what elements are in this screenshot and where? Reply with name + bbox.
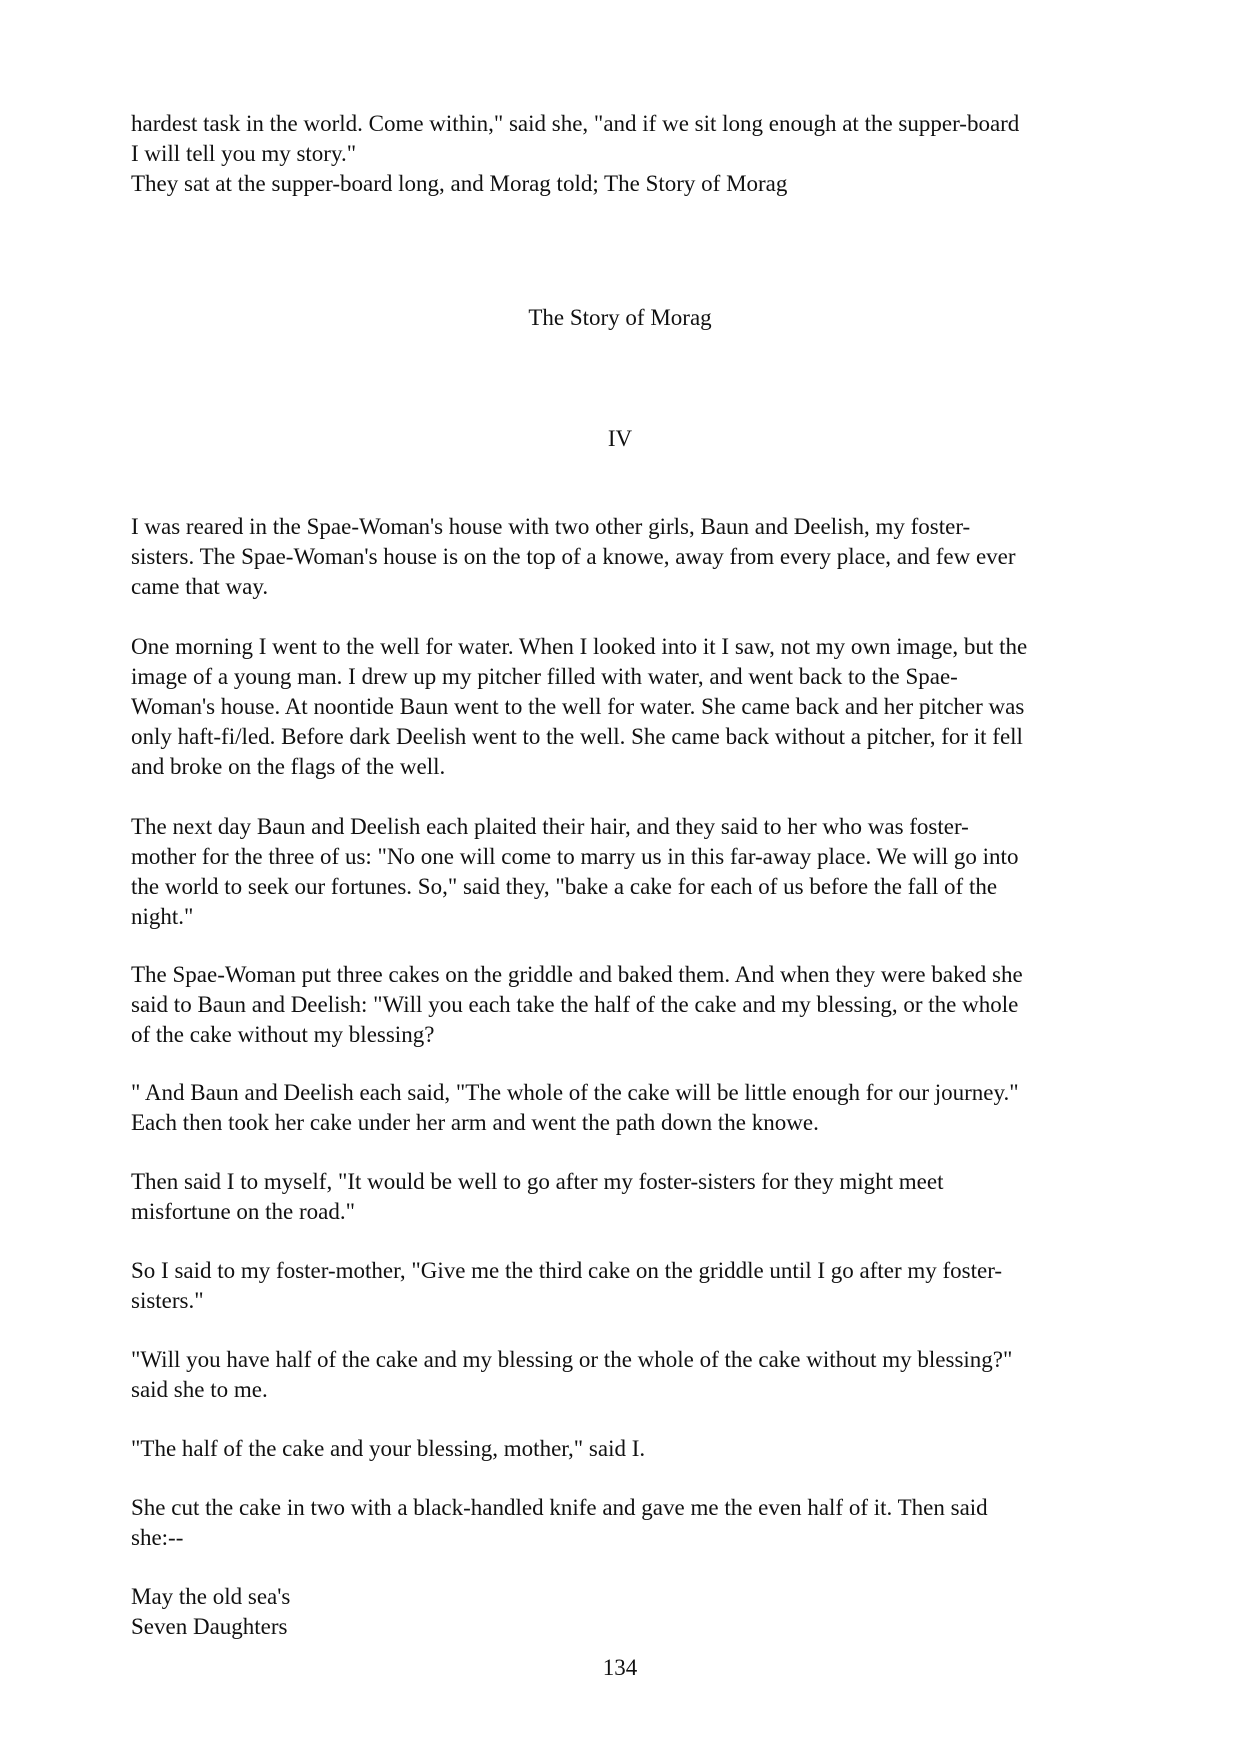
paragraph-3 <box>131 812 1121 932</box>
text-line: sisters." <box>131 1288 204 1313</box>
text-line: They sat at the supper-board long, and Morag told; The Story of Morag <box>131 171 788 196</box>
paragraph-10 <box>131 1493 1121 1553</box>
text-line: "Will you have half of the cake and my blessing or the whole of the cake without my blessing?" <box>131 1347 1013 1372</box>
text-line: night." <box>131 904 194 929</box>
text-line: I will tell you my story." <box>131 141 357 166</box>
text-line: the world to seek our fortunes. So," said they, "bake a cake for each of us before the fall of the <box>131 874 998 899</box>
paragraph-9 <box>131 1434 1121 1464</box>
paragraph-5 <box>131 1078 1121 1138</box>
text-line: hardest task in the world. Come within," said she, "and if we sit long enough at the supper-board <box>131 111 1020 136</box>
text-line: came that way. <box>131 574 269 599</box>
text-line: of the cake without my blessing? <box>131 1022 435 1047</box>
text-line: Seven Daughters <box>131 1614 288 1639</box>
paragraph-2 <box>131 632 1121 782</box>
page-number: 134 <box>602 1655 638 1680</box>
section-title: The Story of Morag <box>528 305 712 330</box>
text-line: mother for the three of us: "No one will come to marry us in this far-away place. We will go into <box>131 844 1019 869</box>
paragraph-1 <box>131 512 1121 602</box>
text-line: One morning I went to the well for water. When I looked into it I saw, not my own image, but the <box>131 634 1028 659</box>
paragraph-6 <box>131 1167 1121 1227</box>
text-line: only haft-fi/led. Before dark Deelish went to the well. She came back without a pitcher, for it fell <box>131 724 1023 749</box>
text-line: May the old sea's <box>131 1584 291 1609</box>
text-line: and broke on the flags of the well. <box>131 754 446 779</box>
text-line: "The half of the cake and your blessing, mother," said I. <box>131 1436 646 1461</box>
text-line: Then said I to myself, "It would be well to go after my foster-sisters for they might meet <box>131 1169 944 1194</box>
text-line: she:-- <box>131 1525 184 1550</box>
text-line: misfortune on the road." <box>131 1199 356 1224</box>
paragraph-7 <box>131 1256 1121 1316</box>
text-line: sisters. The Spae-Woman's house is on the top of a knowe, away from every place, and few ever <box>131 544 1016 569</box>
paragraph-4 <box>131 960 1121 1050</box>
text-line: So I said to my foster-mother, "Give me the third cake on the griddle until I go after my foster- <box>131 1258 1003 1283</box>
opening-paragraph <box>131 109 1121 199</box>
text-line: She cut the cake in two with a black-handled knife and gave me the even half of it. Then said <box>131 1495 988 1520</box>
section-number: IV <box>607 426 633 451</box>
text-line: I was reared in the Spae-Woman's house with two other girls, Baun and Deelish, my foster- <box>131 514 971 539</box>
text-line: The Spae-Woman put three cakes on the griddle and baked them. And when they were baked she <box>131 962 1023 987</box>
text-line: said to Baun and Deelish: "Will you each take the half of the cake and my blessing, or the whole <box>131 992 1019 1017</box>
text-line: said she to me. <box>131 1377 268 1402</box>
text-line: Woman's house. At noontide Baun went to the well for water. She came back and her pitcher was <box>131 694 1025 719</box>
text-line: Each then took her cake under her arm and went the path down the knowe. <box>131 1110 819 1135</box>
text-line: The next day Baun and Deelish each plaited their hair, and they said to her who was foster- <box>131 814 969 839</box>
verse <box>131 1582 1121 1642</box>
text-line: image of a young man. I drew up my pitcher filled with water, and went back to the Spae- <box>131 664 958 689</box>
text-line: " And Baun and Deelish each said, "The whole of the cake will be little enough for our journey." <box>131 1080 1019 1105</box>
paragraph-8 <box>131 1345 1121 1405</box>
